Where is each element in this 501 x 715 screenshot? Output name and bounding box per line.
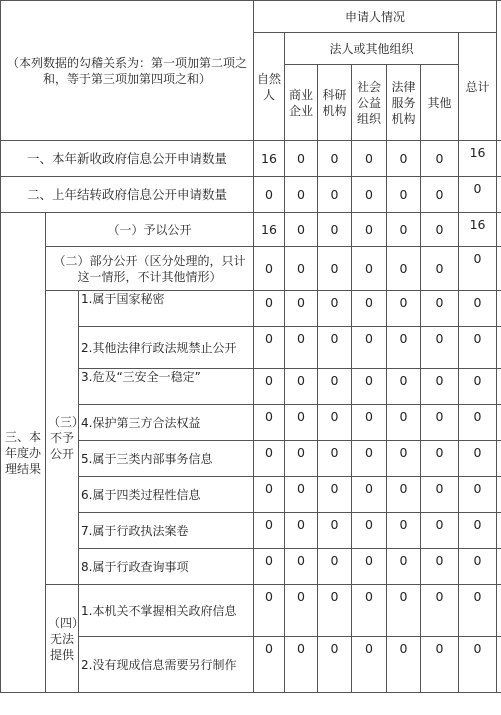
value-cell: 0 [254,637,285,693]
value-cell: 0 [318,141,352,177]
value-cell: 0 [421,177,459,213]
value-cell: 0 [352,177,387,213]
total-header: 总计 [459,33,497,141]
value-cell: 16 [459,141,497,177]
value-cell: 0 [285,477,318,513]
value-cell: 0 [318,513,352,549]
legal-group-header: 法人或其他组织 [285,33,459,65]
value-cell: 0 [254,291,285,327]
value-cell: 0 [459,549,497,585]
row-label: 二、上年结转政府信息公开申请数量 [1,177,254,213]
value-cell: 0 [285,369,318,405]
edge-cell [497,405,501,441]
value-cell: 0 [387,637,421,693]
table-row [1,247,501,291]
table-row [1,177,501,213]
row-label: 6.属于四类过程性信息 [79,477,254,513]
row-label: 7.属于行政执法案卷 [79,513,254,549]
value-cell: 0 [285,637,318,693]
value-cell: 0 [318,477,352,513]
value-cell: 0 [318,291,352,327]
col-header-other: 其他 [421,65,459,141]
value-cell: 0 [421,369,459,405]
value-cell: 0 [285,247,318,291]
group-3-label: （三）不予公开 [46,291,79,585]
applicant-header: 申请人情况 [254,1,497,33]
value-cell: 0 [387,513,421,549]
value-cell: 0 [254,177,285,213]
row-label: 8.属于行政查询事项 [79,549,254,585]
value-cell: 0 [352,369,387,405]
value-cell: 0 [387,247,421,291]
value-cell: 0 [352,405,387,441]
row-label: 4.保护第三方合法权益 [79,405,254,441]
value-cell: 0 [421,441,459,477]
natural-person-header: 自然人 [254,33,285,141]
value-cell: 0 [459,637,497,693]
value-cell: 0 [387,405,421,441]
value-cell: 0 [387,369,421,405]
value-cell: 0 [318,441,352,477]
edge-cell [497,637,501,693]
value-cell: 0 [352,585,387,637]
value-cell: 0 [421,585,459,637]
value-cell: 0 [254,477,285,513]
value-cell: 0 [254,369,285,405]
row-label: 5.属于三类内部事务信息 [79,441,254,477]
group-4-label: （四）无法提供 [46,585,79,693]
value-cell: 0 [285,549,318,585]
value-cell: 0 [421,291,459,327]
value-cell: 0 [285,405,318,441]
row-label: 3.危及“三安全一稳定” [79,369,254,405]
value-cell: 0 [459,585,497,637]
value-cell: 0 [285,585,318,637]
value-cell: 0 [387,477,421,513]
value-cell: 0 [352,247,387,291]
value-cell: 0 [318,549,352,585]
value-cell: 0 [421,513,459,549]
value-cell: 0 [352,477,387,513]
value-cell: 0 [387,441,421,477]
edge-cell [497,585,501,637]
value-cell: 0 [459,369,497,405]
col-header-business: 商业企业 [285,65,318,141]
note-cell [1,1,254,141]
value-cell: 16 [254,141,285,177]
value-cell: 0 [459,441,497,477]
row-label: 2.没有现成信息需要另行制作 [79,637,254,693]
value-cell: 0 [318,637,352,693]
edge-cell [497,441,501,477]
value-cell: 0 [421,141,459,177]
table-row [1,585,501,637]
value-cell: 0 [352,441,387,477]
value-cell: 0 [254,513,285,549]
value-cell: 0 [352,291,387,327]
value-cell: 0 [318,585,352,637]
value-cell: 0 [318,247,352,291]
col-header-research: 科研机构 [318,65,352,141]
value-cell: 16 [459,213,497,247]
value-cell: 0 [285,177,318,213]
value-cell: 0 [352,327,387,369]
value-cell: 0 [421,405,459,441]
value-cell: 0 [459,327,497,369]
edge-cell [497,477,501,513]
value-cell: 0 [285,141,318,177]
value-cell: 0 [352,141,387,177]
table-row [1,291,501,327]
value-cell: 0 [285,513,318,549]
col-header-social: 社会公益组织 [352,65,387,141]
value-cell: 0 [285,291,318,327]
row-label: 一、本年新收政府信息公开申请数量 [1,141,254,177]
value-cell: 0 [459,513,497,549]
value-cell: 0 [318,369,352,405]
value-cell: 0 [421,637,459,693]
value-cell: 0 [459,247,497,291]
value-cell: 0 [318,177,352,213]
value-cell: 0 [459,477,497,513]
section-3-label: 三、本年度办理结果 [1,213,46,693]
value-cell: 0 [387,213,421,247]
value-cell: 0 [387,291,421,327]
row-label: （一）予以公开 [46,213,254,247]
edge-cell [497,549,501,585]
value-cell: 0 [285,441,318,477]
value-cell: 0 [421,247,459,291]
value-cell: 0 [387,177,421,213]
value-cell: 0 [459,405,497,441]
value-cell: 0 [421,213,459,247]
value-cell: 0 [254,405,285,441]
value-cell: 0 [318,405,352,441]
value-cell: 0 [421,477,459,513]
edge-cell [497,327,501,369]
note-text: （本列数据的勾稽关系为：第一项加第二项之和，等于第三项加第四项之和） [6,55,247,86]
edge-cell [497,513,501,549]
row-label: 1.本机关不掌握相关政府信息 [79,585,254,637]
edge-cell [497,369,501,405]
value-cell: 0 [254,585,285,637]
value-cell: 0 [285,327,318,369]
edge-cell [497,247,501,291]
value-cell: 0 [352,549,387,585]
edge-cell [497,141,501,177]
value-cell: 0 [387,327,421,369]
edge-cell [497,1,501,141]
row-label: （二）部分公开（区分处理的，只计这一情形，不计其他情形） [46,247,254,291]
value-cell: 0 [421,549,459,585]
value-cell: 0 [352,637,387,693]
value-cell: 0 [352,513,387,549]
value-cell: 0 [318,327,352,369]
edge-cell [497,213,501,247]
value-cell: 0 [459,177,497,213]
value-cell: 0 [318,213,352,247]
row-label: 2.其他法律行政法规禁止公开 [79,327,254,369]
value-cell: 16 [254,213,285,247]
edge-cell [497,177,501,213]
value-cell: 0 [387,141,421,177]
value-cell: 0 [352,213,387,247]
value-cell: 0 [387,549,421,585]
value-cell: 0 [254,441,285,477]
value-cell: 0 [421,327,459,369]
value-cell: 0 [459,291,497,327]
value-cell: 0 [254,247,285,291]
value-cell: 0 [285,213,318,247]
table-row [1,213,501,247]
table-row [1,141,501,177]
edge-cell [497,291,501,327]
value-cell: 0 [254,327,285,369]
col-header-legal: 法律服务机构 [387,65,421,141]
value-cell: 0 [254,549,285,585]
row-label: 1.属于国家秘密 [79,291,254,327]
value-cell: 0 [387,585,421,637]
